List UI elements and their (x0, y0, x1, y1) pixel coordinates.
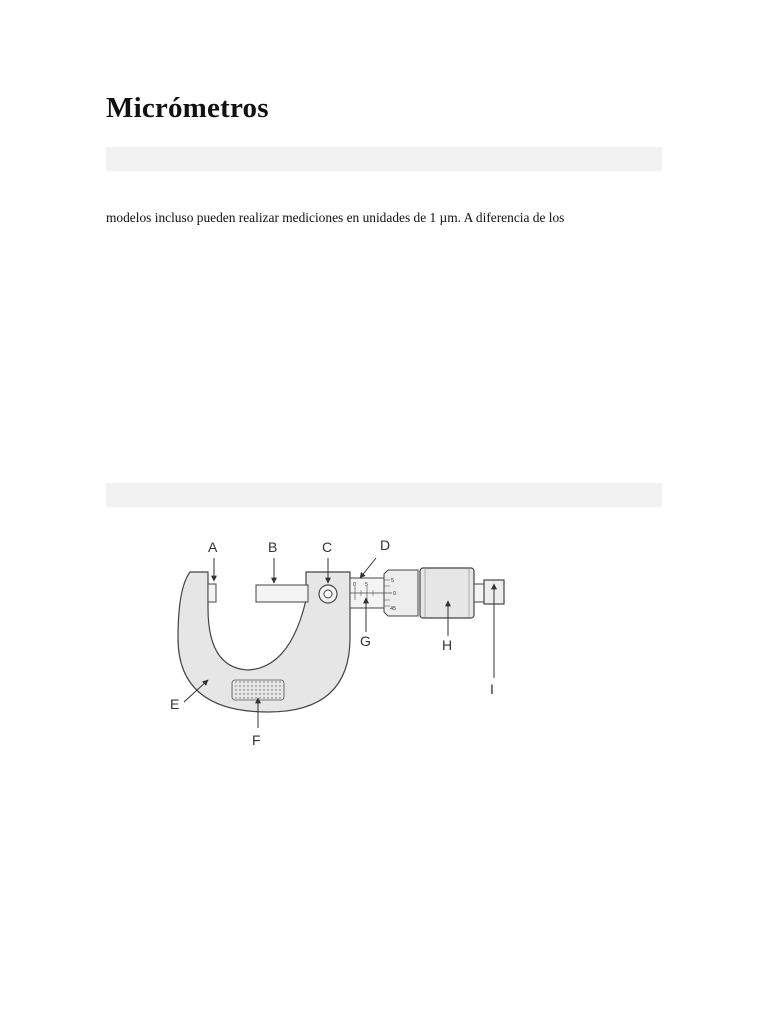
sleeve-scale-label: 0 (353, 582, 357, 588)
sleeve-scale-label: 5 (365, 582, 369, 588)
body-text-line: modelos incluso pueden realizar mediciones en unidades de 1 µm. A diferencia de los (106, 210, 565, 225)
ratchet-stop-neck (474, 584, 484, 602)
thimble-scale-label: 45 (390, 606, 397, 612)
anvil (208, 584, 216, 602)
spindle (256, 585, 308, 602)
part-label-b: B (268, 539, 278, 555)
part-label-d: D (380, 537, 391, 553)
page-title: Micrómetros (106, 92, 269, 124)
part-label-i: I (490, 681, 494, 697)
part-label-h: H (442, 637, 453, 653)
part-label-e: E (170, 696, 180, 712)
thimble-scale-label: 5 (391, 578, 395, 584)
micrometer-diagram (150, 528, 530, 758)
part-label-a: A (208, 539, 218, 555)
thimble (420, 568, 474, 618)
part-label-f: F (252, 732, 261, 748)
thimble-scale-label: 0 (393, 591, 397, 597)
gray-placeholder-bar (106, 483, 662, 507)
part-label-c: C (322, 539, 333, 555)
gray-placeholder-bar (106, 147, 662, 171)
part-label-g: G (360, 633, 371, 649)
insulation-pad (232, 680, 284, 700)
